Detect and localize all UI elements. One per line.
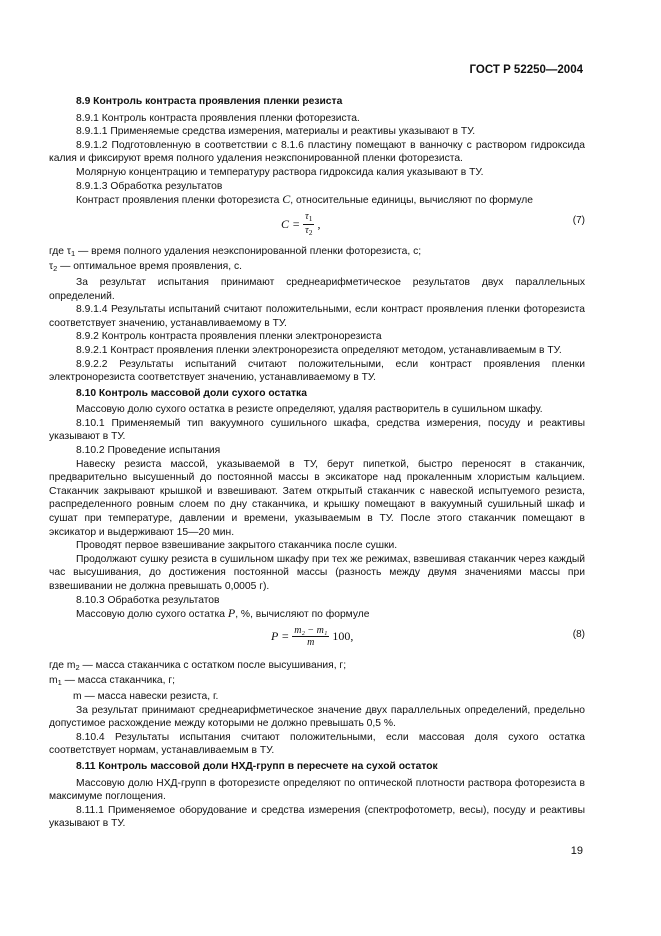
paragraph: Молярную концентрацию и температуру раствора гидроксида калия указывают в ТУ. — [76, 166, 484, 178]
paragraph: Продолжают сушку резиста в сушильном шкафу при тех же режимах, взвешивая стаканчик через каждый час высушивания, до достижения постоянной массы (разность между двумя значениями массы при взвешивании не должна превышать 0,0005 г). — [49, 553, 585, 592]
paragraph: 8.10.4 Результаты испытания считают положительными, если массовая доля сухого остатка соответствует нормам, устанавливаемым в ТУ. — [49, 731, 585, 757]
formula-7 — [49, 211, 585, 241]
page-number: 19 — [570, 845, 583, 857]
definition — [49, 674, 585, 690]
paragraph: Массовую долю сухого остатка в резисте определяют, удаляя растворитель в сушильном шкафу. — [76, 404, 543, 416]
paragraph: Проводят первое взвешивание закрытого стаканчика после сушки. — [76, 540, 398, 552]
paragraph: Навеску резиста массой, указываемой в ТУ, берут пипеткой, быстро переносят в стаканчик, предварительно высушенный до постоянной массы в эксикаторе над прокаленным хлористым кальцием. Стаканчик закрывают крышкой и взвешивают. Затем открытый стаканчик с навеской испытуемого резиста, распределенного ровным слоем по дну стаканчика, и крышку помещают в вакуумный сушильный шкаф и сушат при температуре, давлении и времени, указываемым в ТУ. После этого стаканчик помещают в эксикатор и выдерживают 15—20 мин. — [49, 458, 585, 538]
text-run: где m — [49, 659, 76, 671]
text-run: — масса стаканчика, г; — [61, 675, 175, 687]
subscript: 2 — [75, 662, 80, 672]
definition — [49, 659, 585, 675]
paragraph: 8.9.2 Контроль контраста проявления пленки электронорезиста — [76, 331, 382, 343]
definition — [49, 690, 585, 704]
formula-lhs: C = — [281, 216, 301, 231]
text-run: , относительные единицы, вычисляют по формуле — [290, 195, 533, 207]
text-run: τ — [49, 261, 54, 273]
text-run: , %, вычисляют по формуле — [235, 609, 370, 621]
paragraph: 8.10.3 Обработка результатов — [76, 594, 220, 606]
text-run: где τ — [49, 245, 71, 257]
text-run: m — [49, 675, 58, 687]
text-run: — время полного удаления неэкспонированной пленки фоторезиста, с; — [75, 245, 422, 257]
paragraph: 8.11.1 Применяемое оборудование и средства измерения (спектрофотометр, весы), посуду и реактивы указывают в ТУ. — [49, 804, 585, 830]
paragraph: Массовую долю НХД-групп в фоторезисте определяют по оптической плотности раствора фоторезиста в максимуме поглощения. — [49, 777, 585, 803]
paragraph: 8.9.1.2 Подготовленную в соответствии с 8.1.6 пластину помещают в ванночку с раствором гидроксида калия и фиксируют время полного удаления неэкспонированной пленки фоторезиста. — [49, 139, 585, 165]
paragraph: За результат принимают среднеарифметическое значение двух параллельных определений, предельно допустимое расхождение между которыми не должно превышать 0,5 %. — [49, 704, 585, 730]
variable: P — [227, 606, 236, 621]
text-run: — масса навески резиста, г. — [81, 690, 219, 702]
document-header: ГОСТ Р 52250—2004 — [469, 64, 583, 76]
denominator: τ — [305, 224, 309, 236]
paragraph: 8.9.2.2 Результаты испытаний считают положительными, если контраст проявления пленки электронорезиста соответствует значению, устанавливаемому в ТУ. — [49, 358, 585, 384]
paragraph — [49, 607, 585, 622]
numerator: τ — [305, 210, 309, 222]
numerator-subscript: 1 — [308, 213, 313, 223]
formula-lhs: P = — [271, 628, 290, 643]
formula-tail: 100, — [332, 628, 354, 643]
paragraph: За результат испытания принимают среднеарифметическое результатов двух параллельных определений. — [49, 276, 585, 302]
formula-fraction — [292, 625, 329, 649]
variable: C — [282, 192, 291, 207]
document-body — [49, 93, 585, 831]
formula-number: (7) — [572, 214, 585, 226]
paragraph: 8.10.2 Проведение испытания — [76, 445, 221, 457]
formula-8 — [49, 625, 585, 655]
formula-tail: , — [317, 216, 321, 231]
denominator: m — [307, 636, 315, 648]
text-run: Массовую долю сухого остатка — [76, 609, 225, 621]
paragraph: 8.9.1.1 Применяемые средства измерения, материалы и реактивы указывают в ТУ. — [76, 126, 476, 138]
paragraph: 8.9.1.4 Результаты испытаний считают положительными, если контраст проявления пленки фоторезиста соответствует значению, устанавливаемому в ТУ. — [49, 304, 585, 329]
denominator-subscript: 2 — [308, 227, 313, 237]
subscript: 2 — [53, 264, 58, 274]
paragraph: 8.10.1 Применяемый тип вакуумного сушильного шкафа, средства измерения, посуду и реактивы указывают в ТУ. — [49, 417, 585, 443]
paragraph: 8.9.2.1 Контраст проявления пленки электронорезиста определяют методом, устанавливаемым в ТУ. — [76, 344, 562, 356]
formula-fraction — [303, 211, 314, 239]
text-run: m — [73, 690, 82, 702]
section-8-9-heading: 8.9 Контроль контраста проявления пленки резиста — [76, 96, 343, 107]
formula-number: (8) — [572, 628, 585, 640]
text-run: — масса стаканчика с остатком после высушивания, г; — [79, 659, 347, 671]
paragraph: 8.9.1.3 Обработка результатов — [76, 180, 223, 192]
text-run: — оптимальное время проявления, с. — [57, 261, 242, 273]
section-8-11-heading: 8.11 Контроль массовой доли НХД-групп в пересчете на сухой остаток — [76, 760, 438, 772]
section-8-10-heading: 8.10 Контроль массовой доли сухого остатка — [76, 387, 307, 399]
text-run: Контраст проявления пленки фоторезиста — [76, 195, 280, 207]
paragraph — [49, 193, 585, 208]
definition — [49, 245, 585, 261]
paragraph: 8.9.1 Контроль контраста проявления пленки фоторезиста. — [76, 112, 360, 124]
numerator: m₂ − m₁ — [294, 624, 328, 636]
subscript: 1 — [70, 248, 76, 258]
definition — [49, 260, 585, 276]
subscript: 1 — [57, 678, 62, 688]
